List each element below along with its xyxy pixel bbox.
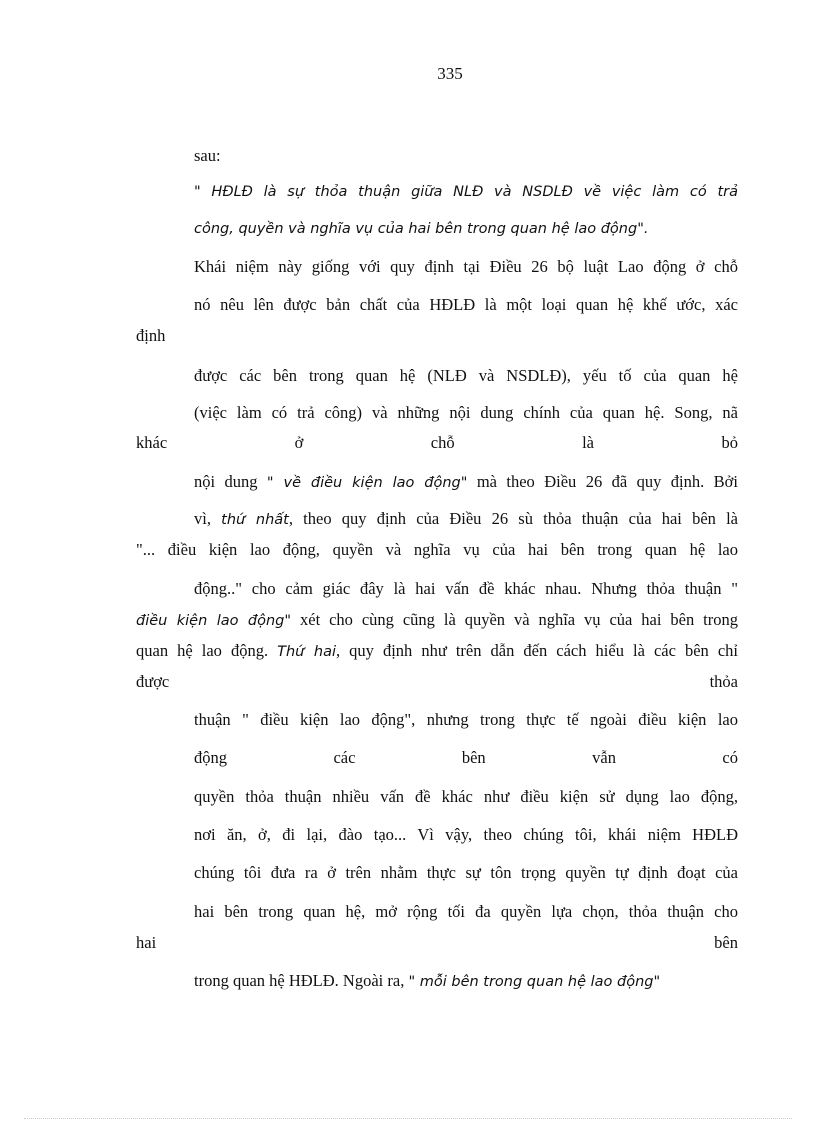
text-line — [194, 472, 738, 493]
page-number: 335 — [437, 64, 463, 83]
quote-line: " HĐLĐ là sự thỏa thuận giữa NLĐ và NSDLĐ về việc làm có trả — [194, 184, 738, 200]
text-line — [136, 641, 738, 662]
text-line: nơi ăn, ở, đi lại, đào tạo... Vì vậy, theo chúng tôi, khái niệm HĐLĐ — [194, 825, 738, 844]
text-line: hai bên trong quan hệ, mở rộng tối đa quyền lựa chọn, thỏa thuận cho — [194, 902, 738, 921]
text-segment: quan hệ lao động. — [136, 641, 278, 660]
page-bottom-divider — [24, 1118, 792, 1119]
spread-line — [136, 933, 738, 953]
spread-line — [136, 672, 738, 692]
text-segment: mà theo Điều 26 đã quy định. Bởi — [467, 472, 738, 491]
text-line — [194, 509, 738, 530]
word: các — [333, 748, 356, 767]
text-line — [136, 610, 738, 631]
text-line: định — [136, 326, 166, 345]
text-line: sau: — [194, 146, 221, 165]
italic-phrase: Thứ hai — [277, 644, 336, 660]
text-line: quyền thỏa thuận nhiều vấn đề khác như điều kiện sử dụng lao động, — [194, 787, 738, 806]
word: là — [582, 433, 594, 452]
text-segment: vì, — [194, 509, 222, 528]
italic-phrase: " về điều kiện lao động" — [266, 475, 468, 491]
word: động — [194, 748, 227, 767]
word: chỗ — [430, 433, 455, 452]
text-segment: , quy định như trên dẫn đến cách hiểu là các bên chỉ — [336, 641, 738, 660]
text-line: Khái niệm này giống với quy định tại Điều 26 bộ luật Lao động ở chỗ — [194, 257, 738, 276]
italic-phrase: thứ nhất — [221, 512, 289, 528]
quote-line: công, quyền và nghĩa vụ của hai bên trong quan hệ lao động". — [194, 221, 649, 237]
word: khác — [136, 433, 168, 452]
word: vẫn — [592, 748, 616, 767]
text-line: thuận " điều kiện lao động", nhưng trong thực tế ngoài điều kiện lao — [194, 710, 738, 729]
italic-phrase: " mỗi bên trong quan hệ lao động" — [408, 974, 661, 990]
word: được — [136, 672, 170, 691]
italic-phrase: điều kiện lao động" — [136, 613, 292, 629]
text-line: chúng tôi đưa ra ở trên nhằm thực sự tôn trọng quyền tự định đoạt của — [194, 863, 738, 882]
text-line: động.." cho cảm giác đây là hai vấn đề khác nhau. Nhưng thỏa thuận " — [194, 579, 738, 598]
word: hai — [136, 933, 157, 952]
text-segment: trong quan hệ HĐLĐ. Ngoài ra, — [194, 971, 409, 990]
text-line: nó nêu lên được bản chất của HĐLĐ là một loại quan hệ khế ước, xác — [194, 295, 738, 314]
text-line: (việc làm có trả công) và những nội dung chính của quan hệ. Song, nã — [194, 403, 738, 422]
word: thỏa — [709, 672, 738, 691]
word: bên — [461, 748, 486, 767]
word: bỏ — [721, 433, 738, 452]
spread-line — [194, 748, 738, 768]
text-segment: xét cho cùng cũng là quyền và nghĩa vụ của hai bên trong — [291, 610, 738, 629]
text-segment: nội dung — [194, 472, 267, 491]
word: bên — [714, 933, 738, 952]
spread-line — [136, 433, 738, 453]
text-line — [194, 971, 738, 992]
text-line: được các bên trong quan hệ (NLĐ và NSDLĐ), yếu tố của quan hệ — [194, 366, 738, 385]
word: ở — [294, 433, 304, 452]
text-line: "... điều kiện lao động, quyền và nghĩa vụ của hai bên trong quan hệ lao — [136, 540, 738, 559]
text-segment: , theo quy định của Điều 26 sù thỏa thuận của hai bên là — [288, 509, 738, 528]
word: có — [722, 748, 738, 767]
